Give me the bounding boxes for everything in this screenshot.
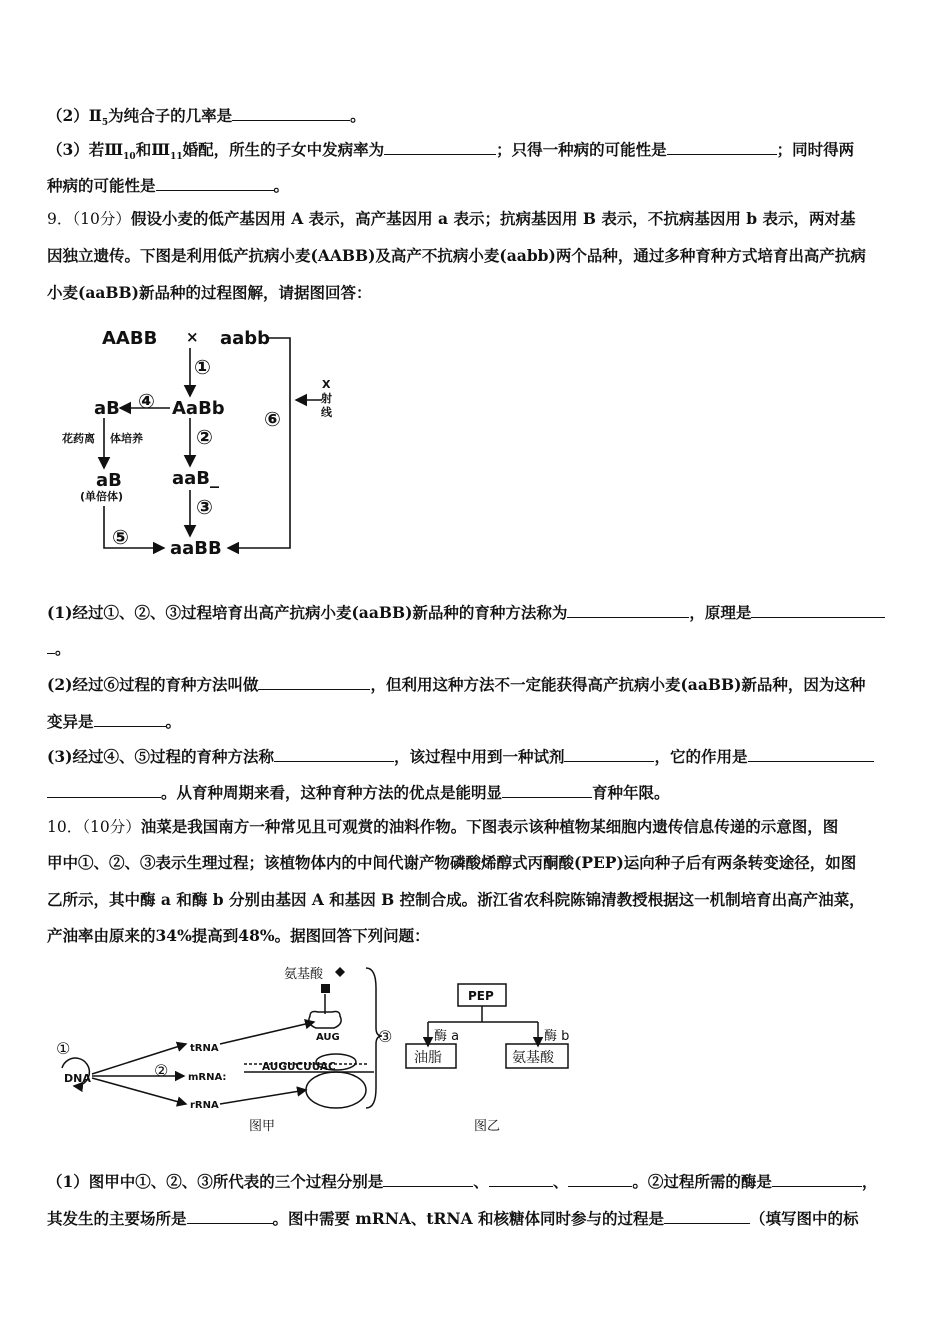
q8-part2: $(2)Ⅱ_5$为纯合子的几率是 。 — [47, 106, 366, 129]
anther-culture-label-b: 体培养 — [110, 432, 143, 445]
q9-answer1-line1: (1)经过①、②、③过程培育出高产抗病小麦(aaBB)新品种的育种方法称为 ，原理是 — [47, 601, 885, 623]
step-6: ⑥ — [264, 407, 281, 431]
rrna-label: rRNA — [190, 1100, 219, 1111]
q10-intro-line2: 甲中①、②、③表示生理过程；该植物体内的中间代谢产物磷酸烯醇式丙酮酸(PEP)运向种子后有两条转变途径，如图 — [47, 853, 857, 872]
answer-blank[interactable] — [748, 745, 874, 762]
pep-label: PEP — [468, 989, 494, 1003]
amino-acid-square — [321, 984, 330, 993]
xray-label-2: 射 — [321, 392, 332, 405]
answer-blank[interactable] — [568, 1170, 632, 1187]
anticodon-aug: AUG — [316, 1032, 340, 1043]
enzyme-a-label: 酶 a — [434, 1029, 460, 1044]
process-1: ① — [56, 1039, 71, 1058]
q9-answer1-line2: 。 — [47, 637, 71, 659]
q9-answer2-line1: (2)经过⑥过程的育种方法叫做 ，但利用这种方法不一定能获得高产抗病小麦(aaBB)新品种，因为这种 — [47, 675, 866, 694]
q8-part3-line2: 种病的可能性是 。 — [47, 176, 290, 195]
gamete-aB: aB — [94, 398, 120, 419]
answer-blank[interactable] — [384, 138, 496, 155]
q10-answer1-line1: （1）图甲中①、②、③所代表的三个过程分别是 、 、 。②过程所需的酶是 ， — [47, 1172, 878, 1191]
figure-jia-caption: 图甲 — [249, 1119, 276, 1134]
q9-intro-line1: 9．（10分）假设小麦的低产基因用 A 表示，高产基因用 a 表示；抗病基因用 B 表示，不抗病基因用 b 表示，两对基 — [47, 209, 856, 228]
step-5: ⑤ — [112, 525, 129, 549]
answer-blank[interactable] — [564, 745, 654, 762]
q10-intro-line4: 产油率由原来的34%提高到48%。据图回答下列问题： — [47, 926, 430, 945]
mrna-sequence: AUGUCUUAC — [262, 1061, 336, 1073]
genotype-aaBB: aaBB — [170, 538, 222, 559]
xray-label-1: X — [322, 378, 331, 391]
q10-answer1-line2: 其发生的主要场所是 。图中需要 mRNA、tRNA 和核糖体同时参与的过程是 （填写图中的标 — [47, 1209, 859, 1228]
answer-blank[interactable] — [47, 637, 55, 654]
step-1: ① — [194, 355, 211, 379]
answer-blank[interactable] — [94, 710, 166, 727]
q9-answer3-line2: 。从育种周期来看，这种育种方法的优点是能明显 育种年限。 — [47, 781, 670, 803]
step-4: ④ — [138, 389, 155, 413]
q9-intro-line3: 小麦(aaBB)新品种的过程图解，请据图回答： — [47, 283, 372, 302]
answer-blank[interactable] — [667, 138, 777, 155]
amino-acid-diamond — [335, 967, 345, 977]
arrow-6 — [228, 338, 290, 548]
figure-jia — [44, 958, 414, 1138]
haploid-aB: aB — [96, 470, 122, 491]
step-3: ③ — [196, 495, 213, 519]
amino-acid-label-2: 氨基酸 — [512, 1050, 554, 1066]
q9-answer2-line2: 变异是 。 — [47, 712, 182, 731]
answer-blank[interactable] — [258, 673, 370, 690]
answer-blank[interactable] — [567, 601, 689, 618]
enzyme-b-label: 酶 b — [544, 1029, 570, 1044]
answer-blank[interactable] — [274, 745, 394, 762]
answer-blank[interactable] — [664, 1207, 750, 1224]
genotype-aabb: aabb — [220, 328, 271, 349]
figure-yi-caption: 图乙 — [474, 1119, 501, 1134]
xray-label-3: 线 — [321, 406, 332, 419]
answer-blank[interactable] — [751, 601, 885, 618]
q8-part3-line1: （3）若$Ⅲ_{10}$和$Ⅲ_{11}$婚配，所生的子女中发病率为 ；只得一种病的可能性是 ；同时得两 — [47, 140, 855, 163]
answer-blank[interactable] — [47, 781, 161, 798]
answer-blank[interactable] — [489, 1170, 553, 1187]
answer-blank[interactable] — [502, 781, 592, 798]
answer-blank[interactable] — [187, 1207, 273, 1224]
trna-label: tRNA — [190, 1043, 219, 1054]
figure-yi — [398, 978, 588, 1138]
q9-intro-line2: 因独立遗传。下图是利用低产抗病小麦(AABB)及高产不抗病小麦(aabb)两个品种，通过多种育种方式培育出高产抗病 — [47, 246, 866, 265]
genotype-AABB: AABB — [102, 328, 158, 349]
process-3: ③ — [378, 1027, 393, 1046]
process-2: ② — [154, 1061, 169, 1080]
ribosome-large — [306, 1072, 366, 1108]
answer-blank[interactable] — [772, 1170, 862, 1187]
answer-blank[interactable] — [156, 174, 274, 191]
oil-label: 油脂 — [414, 1050, 442, 1066]
q9-answer3-line1: (3)经过④、⑤过程的育种方法称 ，该过程中用到一种试剂 ，它的作用是 — [47, 745, 874, 767]
breeding-diagram — [60, 318, 360, 563]
genotype-aaB_: aaB_ — [172, 468, 220, 489]
answer-blank[interactable] — [232, 104, 350, 121]
dna-label: DNA — [64, 1072, 91, 1085]
genotype-AaBb: AaBb — [172, 398, 225, 419]
answer-blank[interactable] — [383, 1170, 473, 1187]
step-2: ② — [196, 425, 213, 449]
cross-symbol: × — [186, 328, 199, 346]
anther-culture-label-a: 花药离 — [62, 432, 95, 445]
q10-intro-line3: 乙所示，其中酶 a 和酶 b 分别由基因 A 和基因 B 控制合成。浙江省农科院陈锦清教授根据这一机制培育出高产油菜， — [47, 890, 865, 909]
mrna-label: mRNA: — [188, 1072, 227, 1083]
amino-acid-label: 氨基酸 — [284, 967, 324, 982]
q10-intro-line1: 10．（10分）油菜是我国南方一种常见且可观赏的油料作物。下图表示该种植物某细胞内遗传信息传递的示意图，图 — [47, 817, 839, 836]
haploid-label: (单倍体) — [80, 490, 124, 503]
